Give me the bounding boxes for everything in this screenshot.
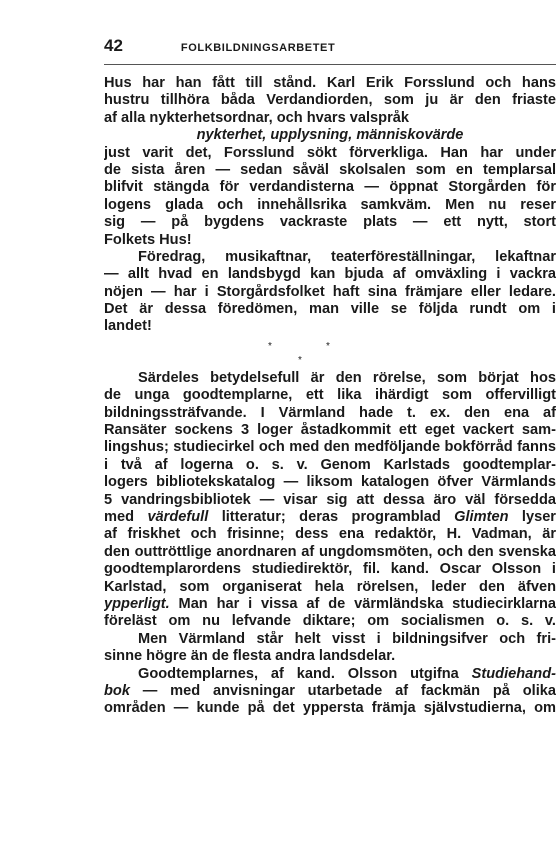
running-head: FOLKBILDNINGSARBETET [180,42,336,54]
text-line: af alla nykterhetsordnar, och hvars valspråk [104,109,409,126]
text-line: bok — med anvisningar utarbetade af fackmän på olika [104,682,556,699]
text-line: ypperligt. Man har i vissa af de värmländska studiecirklarna [104,595,556,612]
text-line: Föredrag, musikaftnar, teaterföreställningar, lekaftnar [138,248,556,265]
text-line: Men Värmland står helt visst i bildningsifver och fri- [138,630,556,647]
text-line: — allt hvad en landsbygd kan bjuda af omväxling i vackra [104,266,556,283]
text-line: de unga goodtemplarne, ett lika ihärdigt som offervilligt [104,387,556,404]
text-line: logers bibliotekskatalog — liksom katalogen öfver Värmlands [104,474,556,491]
text-line: af friskhet och frisinne; dess ena redaktör, H. Vadman, är [104,526,556,543]
text-line: Karlstad, som organiserat hela rörelsen, leder den äfven [104,578,556,595]
section-break-asterisks [104,336,556,370]
text-line: goodtemplarordens studiedirektör, fil. kand. Oscar Olsson i [104,561,556,578]
text-line: landet! [104,318,152,335]
text-line: lingshus; studiecirkel och med den medföljande bokförråd fanns [104,439,556,456]
page-header [104,36,556,56]
text-line: områden — kunde på det yppersta främja självstudierna, om [104,700,556,717]
text-line: blifvit stängda för verdandisterna — öppnat Storgården för [104,179,556,196]
page-number: 42 [104,36,123,55]
text-line: nykterhet, upplysning, människovärde [196,127,464,144]
text-line: sig — på bygdens vackraste plats — ett nytt, stort [104,214,556,231]
text-line: den outtröttlige anordnaren af ungdomsmöten, och den svenska [104,543,556,560]
asterisk: * [298,354,302,366]
text-line: de sista åren — sedan såväl skolsalen som en templarsal [104,161,556,178]
body-text [104,75,556,718]
text-line: Ransäter sockens 3 loger åstadkommit ett eget vackert sam- [104,422,556,439]
text-line: Det är dessa föredömen, man ville se följda rundt om i [104,301,556,318]
text-line: sinne högre än de flesta andra landsdelar. [104,648,396,665]
header-rule [104,64,556,65]
text-line: 5 vandringsbibliotek — visar sig att dessa äro väl försedda [104,491,556,508]
text-line: bildningssträfvande. I Värmland hade t. ex. den ena af [104,404,556,421]
text-line: nöjen — har i Storgårdsfolket haft sina främjare eller ledare. [104,283,556,300]
text-line: hustru tillhöra båda Verdandiorden, som ju är den friaste [104,92,556,109]
text-line: logens glada och innehållsrika samkväm. Men nu reser [104,196,556,213]
text-line: just varit det, Forsslund sökt förverkliga. Han har under [104,144,556,161]
text-line: Folkets Hus! [104,231,192,248]
text-line: Särdeles betydelsefull är den rörelse, som börjat hos [138,369,556,386]
asterisk: * [326,340,330,352]
text-line: med värdefull litteratur; deras programblad Glimten lyser [104,508,556,525]
text-line: i två af logerna o. s. v. Genom Karlstads goodtemplar- [104,456,556,473]
text-line: Goodtemplarnes, af kand. Olsson utgifna Studiehand- [138,665,556,682]
text-line: Hus har han fått till stånd. Karl Erik Forsslund och hans [104,75,556,91]
text-line: föreläst om nu lefvande diktare; om socialismen o. s. v. [104,613,556,630]
asterisk: * [268,340,272,352]
